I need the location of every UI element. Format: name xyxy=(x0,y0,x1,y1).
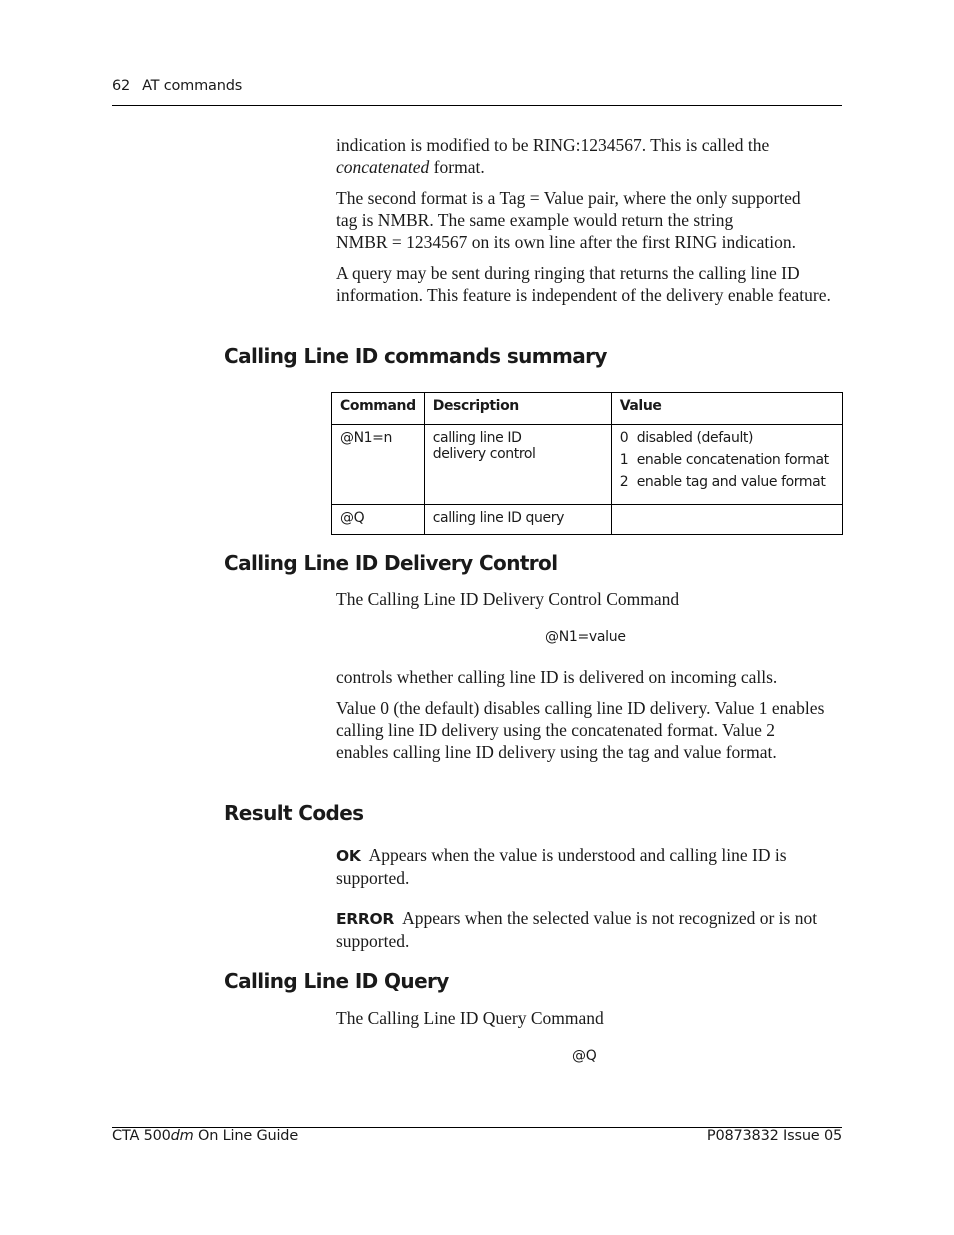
delivery-paragraph-2: controls whether calling line ID is delivered on incoming calls. xyxy=(336,667,778,687)
intro-paragraph-1 xyxy=(336,134,842,178)
guide-title-emphasis: dm xyxy=(170,1128,194,1144)
ok-term: OK xyxy=(336,847,361,865)
intro-p1-tail: format. xyxy=(433,157,485,177)
value-text: disabled (default) xyxy=(636,430,754,446)
command-cell: @Q xyxy=(332,505,425,535)
page-header xyxy=(112,78,842,94)
intro-paragraph-3: A query may be sent during ringing that returns the calling line ID information. This feature is independent of the delivery enable feature. xyxy=(336,263,831,305)
summary-heading: Calling Line ID commands summary xyxy=(224,344,607,368)
result-error xyxy=(336,907,842,952)
guide-title-pre: CTA 500 xyxy=(112,1128,171,1144)
intro-p2-line1: The second format is a Tag = Value pair, where the only supported xyxy=(336,188,801,208)
table-header-row xyxy=(332,393,843,425)
value-text: enable concatenation format xyxy=(636,452,829,468)
result-codes-heading: Result Codes xyxy=(224,801,364,825)
description-cell xyxy=(424,425,611,505)
column-header-description: Description xyxy=(424,393,611,425)
value-number: 1 xyxy=(619,452,629,468)
section-title: AT commands xyxy=(142,78,243,94)
value-number: 0 xyxy=(619,430,629,446)
intro-paragraph-2 xyxy=(336,187,842,253)
delivery-paragraph-3: Value 0 (the default) disables calling line ID delivery. Value 1 enables calling line ID delivery using the concatenated format. Value 2 enables calling line ID delivery using the tag and value format. xyxy=(336,698,825,762)
delivery-paragraph-1: The Calling Line ID Delivery Control Command xyxy=(336,589,680,609)
value-option xyxy=(620,452,834,468)
intro-p1-text: indication is modified to be RING:1234567. This is called the xyxy=(336,135,770,155)
error-description: Appears when the selected value is not recognized or is not supported. xyxy=(336,908,818,951)
delivery-heading: Calling Line ID Delivery Control xyxy=(224,551,558,575)
column-header-command: Command xyxy=(332,393,425,425)
intro-p2-line3: NMBR = 1234567 on its own line after the first RING indication. xyxy=(336,232,796,252)
error-term: ERROR xyxy=(336,910,395,928)
value-cell xyxy=(611,425,842,505)
delivery-command: @N1=value xyxy=(545,629,626,645)
value-cell xyxy=(611,505,842,535)
query-command: @Q xyxy=(572,1048,597,1064)
intro-p2-line2: tag is NMBR. The same example would return the string xyxy=(336,210,734,230)
query-heading: Calling Line ID Query xyxy=(224,969,449,993)
column-header-value: Value xyxy=(611,393,842,425)
value-text: enable tag and value format xyxy=(636,474,826,490)
description-line: calling line ID xyxy=(432,430,522,446)
guide-title xyxy=(112,1128,298,1144)
value-option xyxy=(620,430,834,446)
commands-summary-table xyxy=(331,392,843,535)
header-rule xyxy=(112,105,842,106)
document-id: P0873832 Issue 05 xyxy=(706,1128,842,1144)
intro-p1-emphasis: concatenated xyxy=(336,157,430,177)
value-number: 2 xyxy=(619,474,629,490)
table-row xyxy=(332,505,843,535)
description-line: delivery control xyxy=(432,446,536,462)
ok-description: Appears when the value is understood and calling line ID is supported. xyxy=(336,845,787,888)
description-cell: calling line ID query xyxy=(424,505,611,535)
page-footer xyxy=(112,1128,842,1144)
result-ok xyxy=(336,844,826,889)
guide-title-post: On Line Guide xyxy=(193,1128,299,1144)
page-number: 62 xyxy=(112,78,131,94)
value-option xyxy=(620,474,834,490)
command-cell: @N1=n xyxy=(332,425,425,505)
query-paragraph-1: The Calling Line ID Query Command xyxy=(336,1008,604,1028)
table-row xyxy=(332,425,843,505)
